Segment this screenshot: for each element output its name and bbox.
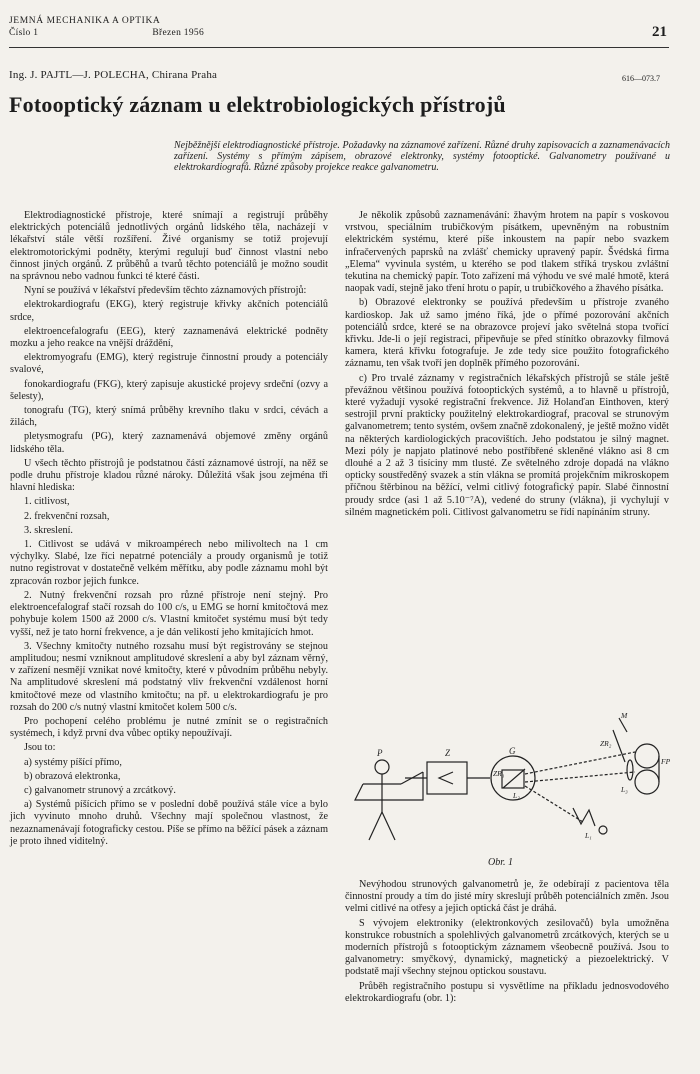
amplifier-symbol [439, 772, 453, 784]
label-fp: FP [661, 757, 671, 766]
label-zr2: ZR₂ [600, 739, 612, 748]
light-beam [525, 772, 635, 782]
light-source [599, 826, 607, 834]
paragraph: S vývojem elektroniky (elektronkových zesilovačů) byla umožněna konstrukce robustních a spolehlivých galvanometrů zrcátkových, kterých se u moderních přístrojů s fotooptickým záznamem všeobecně používá. Jsou to galvanometry: smyčkový, dynamický, magnetický a piezoelektrický. V podstatě mají všechny stejnou optickou soustavu. [345, 917, 669, 978]
article-abstract: Nejběžnější elektrodiagnostické přístroje. Požadavky na záznamové zařízení. Různé druhy zapisovacích a zaznamenávacích zařízení. Systémy s přímým zápisem, obrazové elektronky, systémy fotooptické. Galvanometry používané u elektrokardiografů. Různé způsoby projekce reakce galvanometru. [174, 140, 670, 173]
label-z: Z [445, 748, 451, 758]
left-column [10, 210, 328, 850]
paragraph: elektroencefalografu (EEG), který zaznamenává elektrické podněty mozku a jeho reakce na vnější dráždění, [10, 325, 328, 350]
label-l3: L₃ [621, 785, 628, 794]
paper-drum-bottom [635, 770, 659, 794]
patient-head [375, 760, 389, 774]
right-column [345, 210, 669, 521]
paragraph: elektrokardiografu (EKG), který registruje křivky akčních potenciálů srdce, [10, 299, 328, 323]
electrocardiograph-diagram [345, 712, 673, 862]
label-l1: L₁ [585, 831, 592, 840]
paragraph: U všech těchto přístrojů je podstatnou částí záznamové ústrojí, na něž se podle druhu přístroje kladou různé nároky. Důležitá však jsou zejména tři hlavní hlediska: [10, 457, 328, 494]
lens-l1 [573, 808, 595, 826]
figure-caption: Obr. 1 [488, 857, 514, 868]
label-zr1: ZR₁ [493, 769, 505, 778]
label-g: G [509, 746, 516, 756]
patient-leg-left [369, 812, 382, 840]
paragraph: 2. Nutný frekvenční rozsah pro různé přístroje není stejný. Pro elektroencefalograf stačí rozsah do 100 c/s, u EMG se horní kmitočtová mez pohybuje kolem 1500 až 2000 c/s. Vlastní kmitočet systému musí být tedy vyšší, než je tato horní frekvence, a je dán velikostí jeho kmitajících hmot. [10, 589, 328, 638]
mirror-zr2 [613, 730, 625, 762]
label-p: P [377, 748, 383, 758]
paragraph: Je několik způsobů zaznamenávání: žhavým hrotem na papír s voskovou vrstvou, speciálním trubičkovým písátkem, upevněným na robustním elektrickém systému, které píše inkoustem na papír nebo svazkem infračervených paprsků na zvlášť chemicky upravený papír. Švédská firma „Elema“ vyvinula systém, u kterého se pod tlakem stříká tryskou zvláštní tekutina na chemický papír. Toto zařízení má výhodu ve své malé hmotě, která naopak vadí, stejně jako tření hrotu o papír, u trubičkového a žhavého písátka. [345, 210, 669, 295]
running-header [9, 15, 204, 39]
paragraph: c) Pro trvalé záznamy v registračních lékařských přístrojů se stále ještě převážnou většinou používá fotooptických systémů, a to hlavně u přístrojů, které vyžadují vysoké registrační frekvence. Již Holanďan Einthoven, který sestrojil první prakticky použitelný elektrokardiograf, pracoval se strunovým galvanometrem; tento systém, ovšem značně zdokonalený, je ještě možno vidět na některých kardiologických pracovištích. Jeho podstatou je silný magnet. Mezi póly je napjato platinové nebo postříbřené skleněné vlákno asi 8 cm dlouhé a 2 až 3 tisíciny mm tlusté. Ze světelného zdroje dopadá na vlákno opticky soustředěný svazek a stín vlákna se promítá projekčním mikroskopem příčnou štěrbinou na běžící, velmi citlivý fotografický papír. Slabé činnostní proudy srdce (asi 1 až 5.10⁻⁷A), vedené do struny (vlákna), ji vychylují v silném magnetickém poli. Citlivost galvanometru se řídí napínáním struny. [345, 372, 669, 518]
lens-l3 [627, 760, 633, 780]
paragraph: 3. Všechny kmitočty nutného rozsahu musí být registrovány se stejnou amplitudou; nesmí vzniknout amplitudové skreslení a aby byl záznam věrný, v zařízení nesmějí vznikat nové kmitočty, které v původním průběhu nebyly. Na amplitudové skreslení má podstatný vliv frekvenční vzdálenost horní kmitočtové meze od vlastního kmitočtu; na př. u elektrokardiografu je pro rozsah do 200 c/s nutný vlastní kmitočet kolem 500 c/s. [10, 640, 328, 713]
figure-diagram [345, 712, 673, 862]
paragraph: pletysmografu (PG), který zaznamenává objemové změny orgánů lidského těla. [10, 431, 328, 455]
amplifier-box [427, 762, 467, 794]
paragraph: Nyní se používá v lékařství především těchto záznamových přístrojů: [24, 285, 307, 297]
issue-date: Březen 1956 [152, 28, 204, 38]
issue-number: Číslo 1 [9, 28, 39, 38]
page-number: 21 [652, 24, 667, 40]
article-title: Fotooptický záznam u elektrobiologických přístrojů [9, 92, 506, 117]
paragraph: Průběh registračního postupu si vysvětlíme na příkladu jednosvodového elektrokardiografu (obr. 1): [345, 980, 669, 1004]
article-authors: Ing. J. PAJTL—J. POLECHA, Chirana Praha [9, 69, 218, 81]
list-item: c) galvanometr strunový a zrcátkový. [24, 784, 176, 796]
paper-drum-top [635, 744, 659, 768]
paragraph: Nevýhodou strunových galvanometrů je, že odebírají z pacientova těla činnostní proudy a tím do jisté míry skreslují průběh potenciálních změn. Jsou velmi citlivé na otřesy a jejich optická část je dráhá. [345, 879, 669, 915]
paragraph: Pro pochopení celého problému je nutné zmínit se o registračních systémech, i když první dva vůbec optiky nepoužívají. [10, 715, 328, 740]
list-item: 2. frekvenční rozsah, [24, 510, 110, 522]
paragraph: Elektrodiagnostické přístroje, které snímají a registrují průběhy elektrických potenciálů jednotlivých orgánů lidského těla, nacházejí v lékařství stále větší rozšíření. Živé organismy se totiž projevují elektromotorickými podněty, kterými regulují buď činnost vlastní nebo činnost jiných orgánů. Z průběhů a tvarů těchto potenciálů je možno soudit na správnou nebo vadnou funkci té které části. [10, 210, 328, 283]
label-m: M [621, 712, 628, 720]
right-column-bottom [345, 879, 669, 1007]
paragraph: b) Obrazové elektronky se používá především u přístroje zvaného kardioskop. Jak už samo jméno říká, jde o přímé pozorování akčních potenciálů srdce, které se na obrazovce projeví jako světelná stopa tvořící křivku. Jde-li o její registraci, připevňuje se před stínítko obrazovky filmová kamera, která křivku fotografuje. Je zde tedy sice použito fotografického záznamu, ten však tvoří jen doplněk přímého pozorování. [345, 297, 669, 370]
lead-wire [355, 784, 423, 800]
patient-leg-right [382, 812, 395, 840]
paragraph: tonografu (TG), který snímá průběhy krevního tlaku v srdci, cévách a žilách, [10, 405, 328, 429]
paragraph: Jsou to: [24, 742, 56, 754]
paragraph: elektromyografu (EMG), který registruje činnostní proudy a potenciály svalové, [10, 352, 328, 376]
paragraph: fonokardiografu (FKG), který zapisuje akustické projevy srdeční (ozvy a šelesty), [10, 378, 328, 402]
classification-code: 616—073.7 [622, 74, 660, 83]
header-rule [9, 47, 669, 48]
list-item: 3. skreslení. [24, 524, 73, 536]
journal-name: JEMNÁ MECHANIKA A OPTIKA [9, 16, 161, 26]
paragraph: 1. Citlivost se udává v mikroampérech nebo milivoltech na 1 cm výchylky. Slabé, lze říci nepatrné potenciály a proudy organismů je totiž nutno registrovat v dostatečně velkém měřítku, aby podle záznamu mohl být zpracován rozbor jejich funkce. [10, 539, 328, 587]
list-item: 1. citlivost, [24, 496, 70, 508]
light-beam [525, 752, 635, 774]
list-item: a) systémy píšící přímo, [24, 756, 122, 768]
galvanometer-mirror [503, 769, 525, 788]
mirror-m [619, 718, 627, 732]
paragraph: a) Systémů píšících přímo se v poslední době používá stále více a bylo jich vyvinuto mnoho druhů. Všechny mají společnou vlastnost, že nezaznamenávají fotograficky cestou. Píše se přímo na běžící pásek a záznam je proto ihned viditelný. [10, 799, 328, 847]
label-l2: L₂ [513, 791, 520, 800]
light-beam [525, 786, 583, 822]
list-item: b) obrazová elektronka, [24, 770, 121, 782]
